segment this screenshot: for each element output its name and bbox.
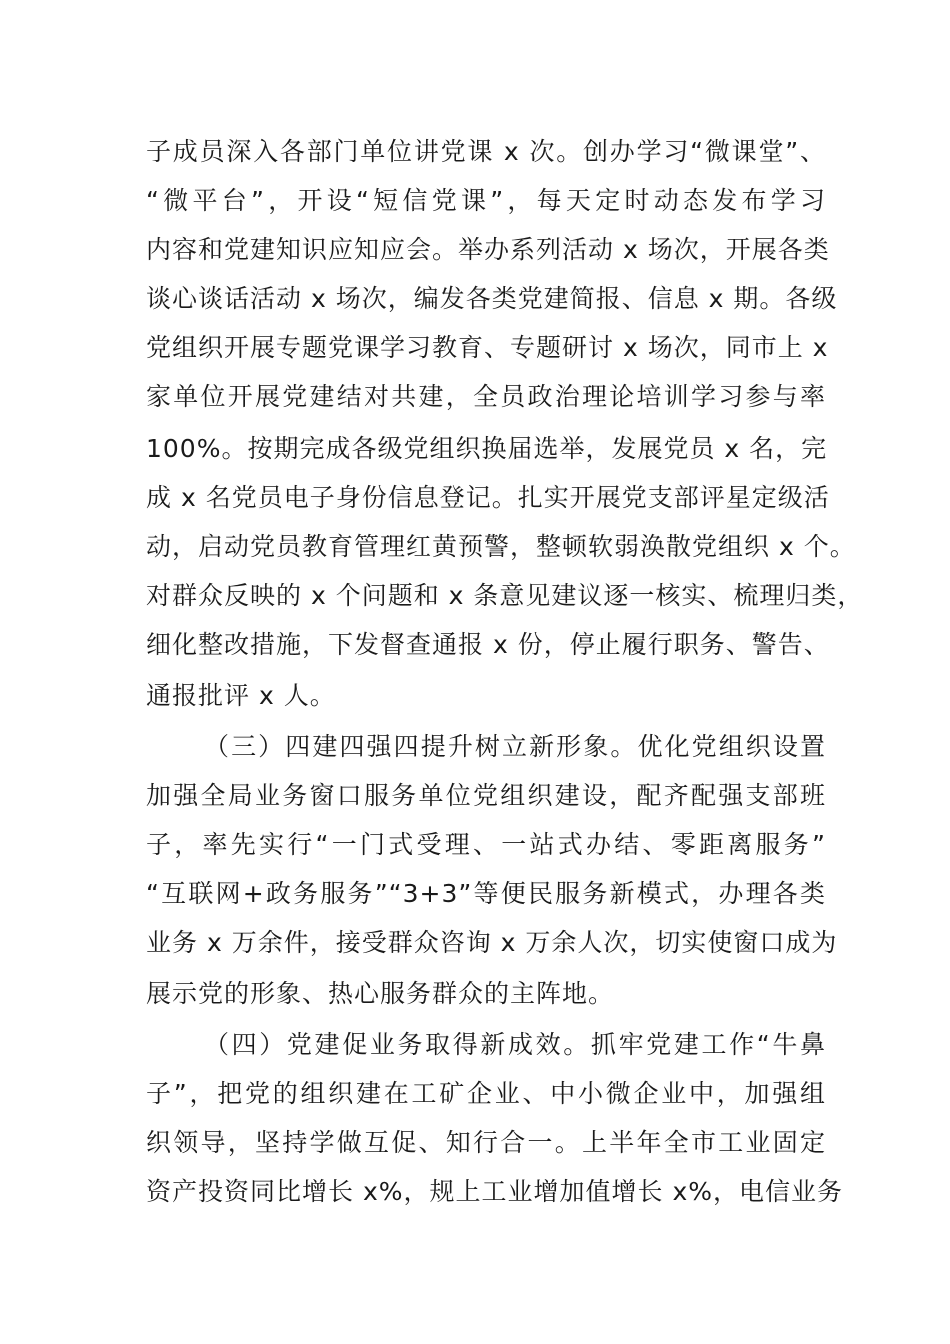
text-line: 织领导，坚持学做互促、知行合一。上半年全市工业固定 — [146, 1128, 826, 1157]
text-line: 子”，把党的组织建在工矿企业、中小微企业中，加强组 — [146, 1079, 826, 1108]
section-heading-line: （三）四建四强四提升树立新形象。优化党组织设置 — [204, 732, 826, 761]
text-line: 谈心谈话活动 x 场次，编发各类党建简报、信息 x 期。各级 — [146, 284, 838, 313]
text-line: 动，启动党员教育管理红黄预警，整顿软弱涣散党组织 x 个。 — [146, 532, 856, 561]
text-line: 100%。按期完成各级党组织换届选举，发展党员 x 名，完 — [146, 434, 828, 463]
text-line: 子，率先实行“一门式受理、一站式办结、零距离服务” — [146, 830, 826, 859]
text-line: 成 x 名党员电子身份信息登记。扎实开展党支部评星定级活 — [146, 483, 830, 512]
text-line: 业务 x 万余件，接受群众咨询 x 万余人次，切实使窗口成为 — [146, 928, 838, 957]
text-line: 加强全局业务窗口服务单位党组织建设，配齐配强支部班 — [146, 781, 826, 810]
section-heading-line: （四）党建促业务取得新成效。抓牢党建工作“牛鼻 — [204, 1030, 826, 1059]
text-line: 子成员深入各部门单位讲党课 x 次。创办学习“微课堂”、 — [146, 137, 826, 166]
text-line: 对群众反映的 x 个问题和 x 条意见建议逐一核实、梳理归类， — [146, 581, 864, 610]
text-line: 党组织开展专题党课学习教育、专题研讨 x 场次，同市上 x — [146, 333, 829, 362]
text-line: 家单位开展党建结对共建，全员政治理论培训学习参与率 — [146, 382, 826, 411]
text-line: 细化整改措施，下发督查通报 x 份，停止履行职务、警告、 — [146, 630, 830, 659]
text-line: “微平台”，开设“短信党课”，每天定时动态发布学习 — [146, 186, 826, 215]
text-line: “互联网+政务服务”“3+3”等便民服务新模式，办理各类 — [146, 879, 826, 908]
text-line: 内容和党建知识应知应会。举办系列活动 x 场次，开展各类 — [146, 235, 830, 264]
text-line: 展示党的形象、热心服务群众的主阵地。 — [146, 979, 615, 1008]
text-line: 通报批评 x 人。 — [146, 681, 336, 710]
text-line: 资产投资同比增长 x%，规上工业增加值增长 x%，电信业务 — [146, 1177, 843, 1206]
